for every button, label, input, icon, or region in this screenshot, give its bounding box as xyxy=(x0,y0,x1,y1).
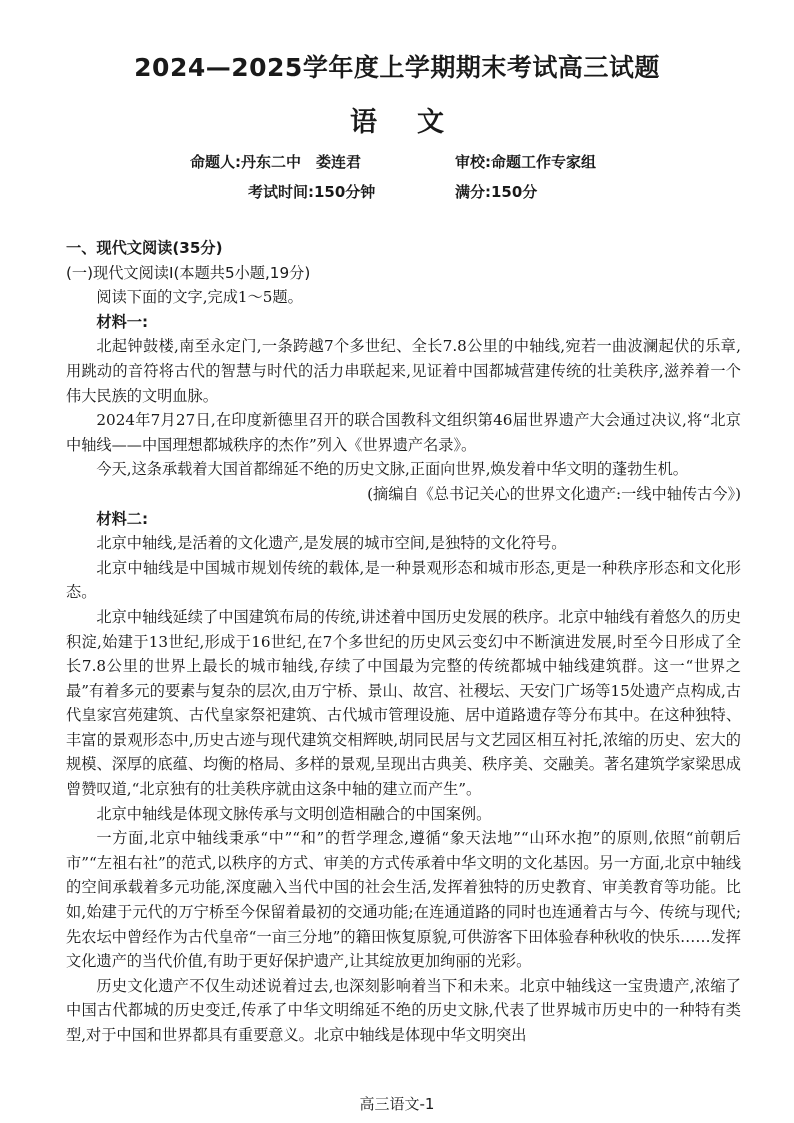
material-1-paragraph: 2024年7月27日,在印度新德里召开的联合国教科文组织第46届世界遗产大会通过决议,将“北京中轴线——中国理想都城秩序的杰作”列入《世界遗产名录》。 xyxy=(66,411,741,454)
material-2-paragraph: 北京中轴线,是活着的文化遗产,是发展的城市空间,是独特的文化符号。 xyxy=(96,534,567,553)
material-2-paragraph: 北京中轴线是体现文脉传承与文明创造相融合的中国案例。 xyxy=(96,804,492,823)
reviewer-info: 审校:命题工作专家组 xyxy=(455,153,596,171)
page-footer: 高三语文-1 xyxy=(359,1095,435,1113)
exam-title: 2024—2025学年度上学期期末考试高三试题 xyxy=(134,53,660,82)
exam-time: 考试时间:150分钟 xyxy=(248,183,376,201)
material-2-paragraph: 一方面,北京中轴线秉承“中”“和”的哲学理念,遵循“象天法地”“山环水抱”的原则,依照“前朝后市”“左祖右社”的范式,以秩序的方式、审美的方式传承着中华文明的文化基因。另一方面,北京中轴线的空间承载着多元功能,深度融入当代中国的社会生活,发挥着独特的历史教育、审美教育等功能。比如,始建于元代的万宁桥至今保留着最初的交通功能;在连通道路的同时也连通着古与今、传统与现代;先农坛中曾经作为古代皇帝“一亩三分地”的籍田恢复原貌,可供游客下田体验春种秋收的快乐……发挥文化遗产的当代价值,有助于更好保护遗产,让其绽放更加绚丽的光彩。 xyxy=(66,829,741,971)
full-score: 满分:150分 xyxy=(455,183,538,201)
instruction: 阅读下面的文字,完成1～5题。 xyxy=(96,288,303,307)
material-1-paragraph: 今天,这条承载着大国首都绵延不绝的历史文脉,正面向世界,焕发着中华文明的蓬勃生机。 xyxy=(96,460,688,479)
subject-title: 语文 xyxy=(350,107,484,138)
material-2-label: 材料二: xyxy=(96,509,149,528)
material-1-source: (摘编自《总书记关心的世界文化遗产:一线中轴传古今》) xyxy=(367,484,741,503)
material-2-paragraph: 历史文化遗产不仅生动述说着过去,也深刻影响着当下和未来。北京中轴线这一宝贵遗产,浓缩了中国古代都城的历史变迁,传承了中华文明绵延不绝的历史文脉,代表了世界城市历史中的一种特有类型,对于中国和世界都具有重要意义。北京中轴线是体现中华文明突出 xyxy=(66,976,741,1044)
section-title: 一、现代文阅读(35分) xyxy=(66,239,223,257)
subsection-title: (一)现代文阅读Ⅰ(本题共5小题,19分) xyxy=(66,263,311,282)
material-1-label: 材料一: xyxy=(96,312,149,331)
reading-passage xyxy=(66,236,741,1048)
material-2-paragraph: 北京中轴线是中国城市规划传统的载体,是一种景观形态和城市形态,更是一种秩序形态和文化形态。 xyxy=(66,558,741,602)
material-1-paragraph: 北起钟鼓楼,南至永定门,一条跨越7个多世纪、全长7.8公里的中轴线,宛若一曲波澜起伏的乐章,用跳动的音符将古代的智慧与时代的活力串联起来,见证着中国都城营建传统的壮美秩序,滋养着一个伟大民族的文明血脉。 xyxy=(66,337,741,405)
material-2-paragraph: 北京中轴线延续了中国建筑布局的传统,讲述着中国历史发展的秩序。北京中轴线有着悠久的历史积淀,始建于13世纪,形成于16世纪,在7个多世纪的历史风云变幻中不断演进发展,时至今日形成了全长7.8公里的世界上最长的城市轴线,存续了中国最为完整的传统都城中轴线建筑群。这一“世界之最”有着多元的要素与复杂的层次,由万宁桥、景山、故宫、社稷坛、天安门广场等15处遗产点构成,古代皇家宫苑建筑、古代皇家祭祀建筑、古代城市管理设施、居中道路遗存等分布其中。在这种独特、丰富的景观形态中,历史古迹与现代建筑交相辉映,胡同民居与文艺园区相互衬托,浓缩的历史、宏大的规模、深厚的底蕴、均衡的格局、多样的景观,呈现出古典美、秩序美、交融美。著名建筑学家梁思成曾赞叹道,“北京独有的壮美秩序就由这条中轴的建立而产生”。 xyxy=(66,607,741,799)
setter-info: 命题人:丹东二中 娄连君 xyxy=(190,153,361,171)
